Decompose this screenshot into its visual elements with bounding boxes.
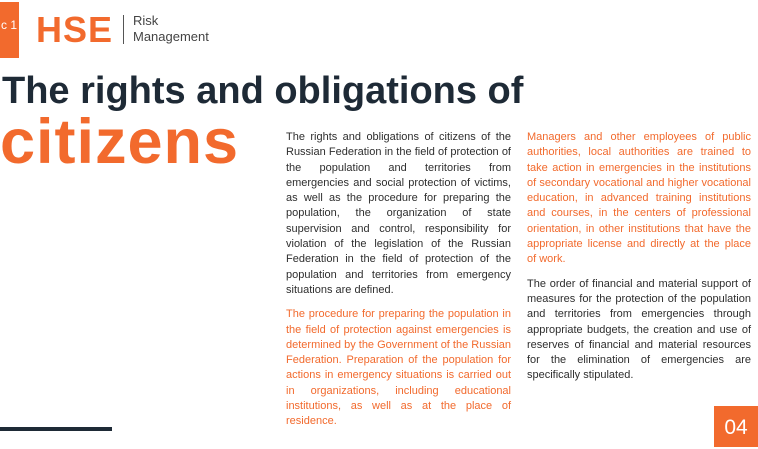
section-tab: c 1 [0,2,19,58]
logo-subtitle-line2: Management [133,29,209,44]
right-paragraph-1: Managers and other employees of public authorities, local authorities are trained to take action in emergencies in the institutions of secondary vocational and higher vocational education, in advanced training institutions and courses, in the centers of professional orientation, in other institutions that have the appropriate license and directly at the place of work. [527,131,751,266]
text-column-right [527,130,751,384]
left-paragraph-2: The procedure for preparing the population in the field of protection against emergencies is determined by the Government of the Russian Federation. Preparation of the population for actions in emergency situations is carried out in organizations, including educational institutions, as well as at the place of residence. [286,308,512,428]
left-paragraph-1: The rights and obligations of citizens of the Russian Federation in the field of protection of the population and territories from emergencies and social protection of victims, as well as the procedure for preparing the population, the organization of state supervision and control, responsibility for violation of the legislation of the Russian Federation in the field of protection of the population and territories from emergency situations are defined. [286,131,511,296]
logo-subtitle [133,13,209,45]
page-title-line1: The rights and obligations of [2,70,524,112]
logo-subtitle-line1: Risk [133,13,159,28]
right-paragraph-2: The order of financial and material support of measures for the protection of the population and territories from emergencies through appropriate budgets, the creation and use of reserves of financial and material resources for the elimination of emergencies are specifically stipulated. [527,277,751,382]
page-title-line2: citizens [0,107,240,177]
bottom-rule [0,427,112,431]
page-number-badge: 04 [714,406,758,447]
hse-logo: HSE [36,9,114,50]
logo-divider [123,15,124,44]
text-column-left [286,130,511,430]
